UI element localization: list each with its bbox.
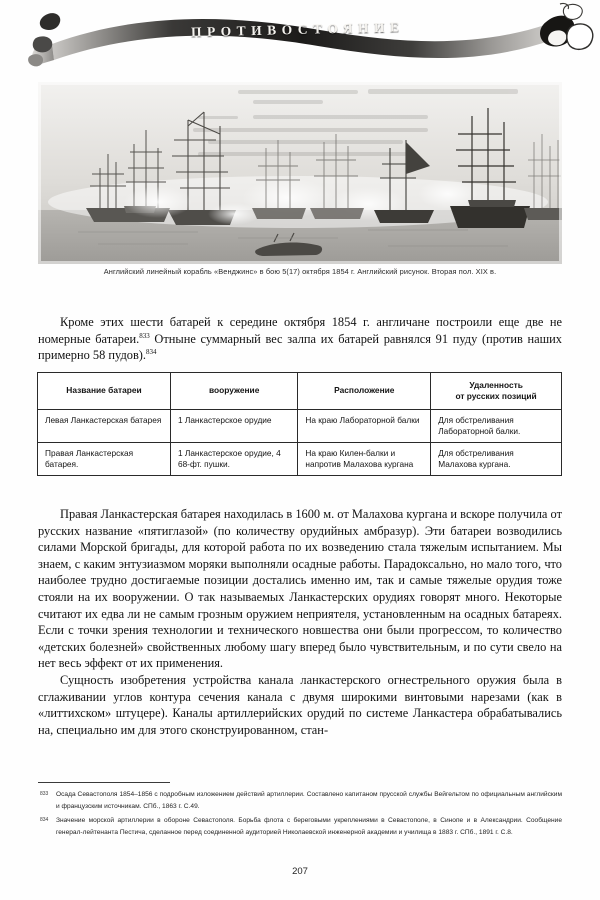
ribbon-banner-icon [0,0,600,72]
footnote-833 [38,789,562,812]
body-paragraph-2: Сущность изобретения устройства канала ланкастерского огнестрельного оружия была в сглаживании углов контура сечения канала с двумя широкими винтовыми нарезами (как в «литтихском» штуцере). Каналы артиллерийских орудий по системе Ланкастера обрабатывались на, специально им для этого сконструированном, стан- [38,672,562,737]
footnote-number: 834 [40,817,49,823]
table-header [38,373,562,410]
main-body-text [38,506,562,738]
cell-battery-distance: Для обстреливания Малахова кургана. [431,443,562,476]
cell-battery-location: На краю Килен-балки и напротив Малахова кургана [298,443,431,476]
intro-text-part1: Кроме этих шести батарей к середине октября 1854 г. англичане построили еще две не номерные батареи. [38,315,562,346]
column-header-distance-line2: от русских позиций [455,391,537,401]
batteries-table [37,372,562,476]
figure-caption: Английский линейный корабль «Венджинс» в бою 5(17) октября 1854 г. Английский рисунок. Вторая пол. XIX в. [103,267,497,276]
cell-battery-name: Левая Ланкастерская батарея [38,410,171,443]
cell-battery-distance: Для обстреливания Лабораторной балки. [431,410,562,443]
footnote-834 [38,815,562,838]
column-header-location: Расположение [298,373,431,410]
intro-paragraph [38,314,562,364]
page-number: 207 [292,866,308,877]
naval-battle-illustration [38,82,562,264]
body-paragraph-1: Правая Ланкастерская батарея находилась в 1600 м. от Малахова кургана и вскоре получила от русских название «пятиглазой» (по количеству орудийных амбразур). Эти батареи возводились силами Морской бригады, для которой работа по их возведению стала тяжелым испытанием. Мы знаем, с каким энтузиазмом моряки выполняли осадные работы. Парадоксально, но мало того, что наиболее трудно достигаемые позиции достались именно им, так и самые тяжелые орудия тоже стояли на их вооружении. О так называемых Ланкастерских орудиях говорят много. Некоторые считают их едва ли не самым грозным оружием неприятеля, установленным на осадных батареях. Если с точки зрения технологии и технического новшества они были прогрессом, то количество «детских болезней» свойственных любому шагу вперед было чувствительным, и по сути свело на нет весь эффект от их применения. [38,507,562,671]
table-row [38,443,562,476]
footnote-ref-834[interactable]: 834 [146,348,157,357]
column-header-name: Название батареи [38,373,171,410]
footnote-text: Осада Севастополя 1854–1856 с подробным изложением действий артиллерии. Составлено капитаном прусской службы Вейгельтом по официальным английским и французским источникам. СПб., 1863 г. С.49. [56,791,562,810]
chapter-title: ПРОТИВОСТОЯНИЕ [190,19,405,40]
chapter-banner [0,0,600,72]
intro-text-part2: Отныне суммарный вес залпа их батарей равнялся 91 пуду (против наших примерно 58 пудов). [38,331,562,363]
column-header-distance [431,373,562,410]
cell-battery-name: Правая Ланкастерская батарея. [38,443,171,476]
footnotes-section [38,789,562,841]
footnote-number: 833 [40,791,49,797]
footnote-separator [38,782,170,783]
table-row [38,410,562,443]
footnote-text: Значение морской артиллерии в обороне Севастополя. Борьба флота с береговыми укреплениями в Севастополе, в Синопе и в Александрии. Сообщение генерал-лейтенанта Пестича, сделанное перед соединенной аудиторией Николаевской инженерной академии и училища в 1883 г. СПб., 1891 г. С.8. [56,817,562,836]
table-header-row [38,373,562,410]
cell-battery-armament: 1 Ланкастерское орудие [170,410,297,443]
table-body [38,410,562,476]
cell-battery-armament: 1 Ланкастерское орудие, 4 68-фт. пушки. [170,443,297,476]
column-header-distance-line1: Удаленность [469,379,523,390]
footnote-ref-833[interactable]: 833 [139,331,150,340]
column-header-armament: вооружение [170,373,297,410]
engraving-graphic [38,82,562,264]
cell-battery-location: На краю Лабораторной балки [298,410,431,443]
